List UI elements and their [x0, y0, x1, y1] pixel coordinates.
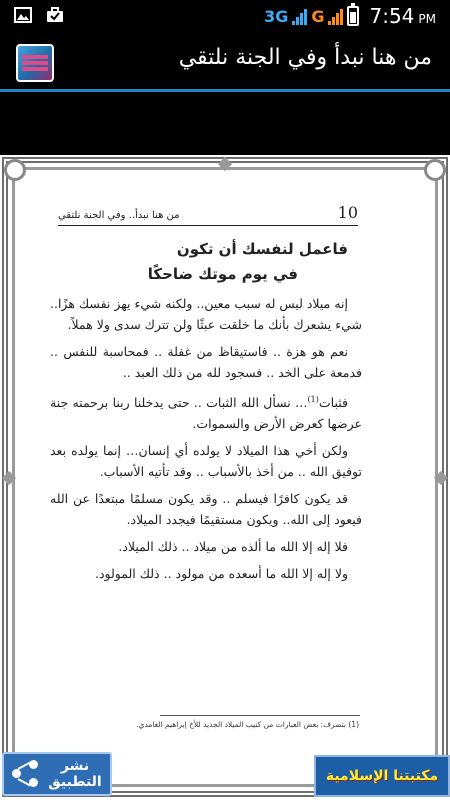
- header-rule: [58, 225, 358, 226]
- app-icon[interactable]: [16, 44, 54, 82]
- frame-corner-ornament: [4, 159, 26, 181]
- clock-ampm: PM: [418, 12, 436, 26]
- status-bar: [0, 0, 450, 32]
- footnote-marker: (1): [307, 395, 319, 404]
- library-label: مكتبتنا الإسلامية: [325, 768, 439, 784]
- briefcase-icon: [46, 6, 64, 24]
- page-content: [50, 237, 362, 584]
- running-title: من هنا نبدأ.. وفي الجنة نلتقي: [58, 210, 180, 221]
- battery-icon: [347, 6, 359, 26]
- paragraph-body: … نسأل الله الثبات .. حتى يدخلنا ربنا برحمته جنة عرضها كعرض الأرض والسموات.: [50, 395, 362, 432]
- library-banner-button[interactable]: [314, 755, 450, 797]
- paragraph: قد يكون كافرًا فيسلم .. وقد يكون مسلمًا مبتعدًا عن الله فيعود إلى الله.. ويكون مستقيمًا فيجدد الميلاد.: [50, 491, 362, 528]
- signal-icon: [292, 7, 307, 25]
- clock: 7:54: [369, 4, 415, 28]
- paragraph: ولكن أخي هذا الميلاد لا يولده أي إنسان… إنما يولده بعد توفيق الله .. من أخذ بالأسباب .. وقد تأتيه الأسباب.: [50, 443, 362, 480]
- toolbar-spacer: [0, 95, 450, 155]
- app-title: من هنا نبدأ وفي الجنة نلتقي: [178, 45, 432, 70]
- signal-icon-2: [328, 7, 343, 25]
- page-header: [58, 203, 358, 223]
- action-bar: [0, 32, 450, 92]
- footnote-rule: [160, 715, 360, 716]
- page-viewer[interactable]: [0, 155, 450, 800]
- paragraph: إنه ميلاد ليس له سبب معين.. ولكنه شيء يهز نفسك هزًا.. شيء يشعرك بأنك ما خلقت عبثًا ولن تترك سدى ولا هملاً.: [50, 296, 362, 332]
- network-g-label: G: [311, 6, 325, 26]
- battery-fill: [350, 12, 356, 23]
- share-label-top: نشر: [60, 758, 90, 774]
- share-icon: [10, 759, 40, 789]
- paragraph: ولا إله إلا الله ما أسعده من مولود .. ذلك المولود.: [94, 566, 348, 582]
- network-3g-label: 3G: [264, 6, 289, 26]
- paragraph: نعم هو هزة .. فاستيقاظ من غفلة .. فمحاسبة للنفس .. فدمعة على الخد .. فسجود لله من ذلك العبد ..: [50, 344, 362, 380]
- share-label-bottom: التطبيق: [48, 774, 102, 790]
- paragraph: فلا إله إلا الله ما ألذه من ميلاد .. ذلك الميلاد.: [118, 539, 348, 555]
- share-app-button[interactable]: [2, 752, 112, 796]
- footnote: (1) بتصرف: بعض العبارات من كتيب الميلاد الجديد للأخ إبراهيم الغامدي.: [136, 720, 359, 729]
- paragraph-lead: فثبات: [318, 395, 348, 411]
- section-subheading: في يوم موتك ضاحكًا: [147, 265, 298, 283]
- paragraph: [50, 389, 362, 434]
- frame-corner-ornament: [424, 159, 446, 181]
- page-number: 10: [337, 203, 358, 222]
- section-heading: فاعمل لنفسك أن تكون: [176, 240, 348, 258]
- image-icon: [14, 6, 32, 24]
